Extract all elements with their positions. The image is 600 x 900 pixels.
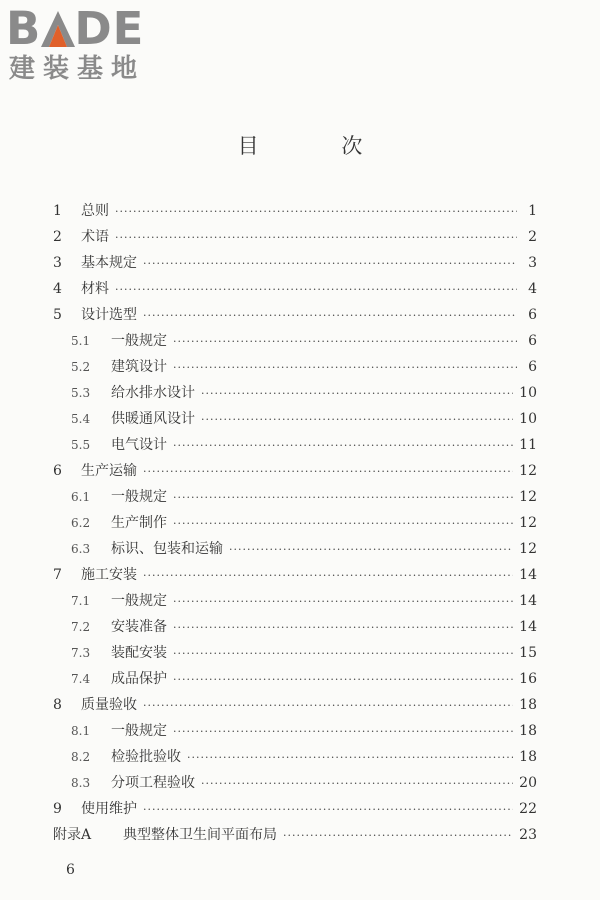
toc-entry[interactable]	[53, 458, 537, 484]
logo-letters-de: DE	[74, 2, 145, 55]
toc-entry-number: 5.1	[71, 334, 91, 348]
toc-entry-page: 6	[528, 333, 537, 349]
toc-entry[interactable]	[53, 380, 537, 406]
toc-dot-leader	[283, 823, 513, 849]
toc-entry-title: 质量验收	[81, 697, 137, 713]
toc-entry-page: 18	[519, 749, 537, 765]
toc-dot-leader	[173, 615, 513, 641]
toc-entry-number: 8.1	[71, 724, 91, 738]
toc-entry[interactable]	[53, 224, 537, 250]
toc-entry-number: 2	[53, 229, 62, 245]
toc-entry-number: 附录A	[53, 827, 92, 843]
toc-entry-title: 一般规定	[111, 333, 167, 349]
toc-entry-page: 4	[528, 281, 537, 297]
toc-dot-leader	[143, 797, 513, 823]
toc-entry-number: 6	[53, 463, 62, 479]
toc-entry-page: 18	[519, 697, 537, 713]
toc-entry[interactable]	[53, 354, 537, 380]
toc-entry-page: 14	[519, 593, 537, 609]
toc-entry-page: 14	[519, 567, 537, 583]
toc-entry-title: 生产运输	[81, 463, 137, 479]
toc-entry-number: 5.2	[71, 360, 91, 374]
toc-entry-page: 15	[519, 645, 537, 661]
toc-entry-page: 6	[528, 307, 537, 323]
toc-dot-leader	[143, 693, 513, 719]
toc-entry[interactable]	[53, 406, 537, 432]
toc-entry[interactable]	[53, 666, 537, 692]
toc-dot-leader	[187, 745, 513, 771]
toc-dot-leader	[173, 719, 513, 745]
logo-letter-b: B	[6, 2, 42, 55]
toc-entry-number: 8.3	[71, 776, 91, 790]
toc-dot-leader	[201, 771, 513, 797]
page-number: 6	[66, 862, 75, 878]
toc-entry-number: 7.4	[71, 672, 91, 686]
toc-entry[interactable]	[53, 718, 537, 744]
table-of-contents	[53, 198, 537, 848]
toc-entry[interactable]	[53, 796, 537, 822]
toc-entry-title: 检验批验收	[111, 749, 181, 765]
toc-entry-title: 典型整体卫生间平面布局	[123, 827, 277, 843]
toc-entry-page: 1	[528, 203, 537, 219]
toc-entry-number: 7	[53, 567, 62, 583]
toc-entry-number: 5.4	[71, 412, 91, 426]
toc-entry-title: 施工安装	[81, 567, 137, 583]
toc-entry[interactable]	[53, 770, 537, 796]
bade-logo	[6, 4, 176, 84]
toc-dot-leader	[115, 277, 517, 303]
toc-entry-title: 给水排水设计	[111, 385, 195, 401]
toc-entry-title: 使用维护	[81, 801, 137, 817]
toc-entry-number: 7.2	[71, 620, 91, 634]
toc-entry[interactable]	[53, 588, 537, 614]
toc-entry-title: 一般规定	[111, 489, 167, 505]
toc-entry-page: 6	[528, 359, 537, 375]
logo-chinese: 建装基地	[9, 54, 146, 84]
toc-dot-leader	[229, 537, 513, 563]
toc-dot-leader	[143, 563, 513, 589]
toc-entry-title: 设计选型	[81, 307, 137, 323]
toc-entry-page: 20	[519, 775, 537, 791]
toc-entry-number: 4	[53, 281, 62, 297]
toc-dot-leader	[173, 433, 513, 459]
toc-entry[interactable]	[53, 432, 537, 458]
toc-entry[interactable]	[53, 250, 537, 276]
toc-entry-title: 安装准备	[111, 619, 167, 635]
toc-dot-leader	[173, 589, 513, 615]
toc-entry[interactable]	[53, 536, 537, 562]
toc-entry-number: 6.1	[71, 490, 91, 504]
toc-entry[interactable]	[53, 198, 537, 224]
toc-entry-number: 5	[53, 307, 62, 323]
toc-entry-number: 7.3	[71, 646, 91, 660]
toc-entry-page: 12	[519, 515, 537, 531]
toc-dot-leader	[173, 485, 513, 511]
toc-entry-number: 8	[53, 697, 62, 713]
toc-entry[interactable]	[53, 744, 537, 770]
toc-dot-leader	[173, 329, 517, 355]
toc-entry-page: 12	[519, 463, 537, 479]
toc-entry-title: 电气设计	[111, 437, 167, 453]
toc-entry[interactable]	[53, 276, 537, 302]
toc-entry-page: 11	[519, 437, 537, 453]
toc-entry[interactable]	[53, 692, 537, 718]
toc-entry-title: 总则	[81, 203, 109, 219]
logo-wordmark	[6, 4, 176, 54]
toc-dot-leader	[143, 459, 513, 485]
toc-entry-number: 7.1	[71, 594, 91, 608]
toc-entry-page: 14	[519, 619, 537, 635]
toc-entry-title: 生产制作	[111, 515, 167, 531]
toc-dot-leader	[115, 199, 517, 225]
page-title: 目 次	[237, 134, 401, 158]
toc-entry-number: 6.3	[71, 542, 91, 556]
toc-entry-title: 分项工程验收	[111, 775, 195, 791]
toc-entry[interactable]	[53, 328, 537, 354]
toc-dot-leader	[143, 303, 517, 329]
toc-entry-page: 18	[519, 723, 537, 739]
toc-entry-title: 术语	[81, 229, 109, 245]
toc-entry[interactable]	[53, 484, 537, 510]
toc-entry-number: 1	[53, 203, 62, 219]
toc-dot-leader	[173, 667, 513, 693]
toc-entry[interactable]	[53, 302, 537, 328]
toc-entry-title: 一般规定	[111, 593, 167, 609]
toc-dot-leader	[115, 225, 517, 251]
toc-entry-number: 6.2	[71, 516, 91, 530]
toc-dot-leader	[143, 251, 517, 277]
toc-entry[interactable]	[53, 510, 537, 536]
toc-entry-number: 9	[53, 801, 62, 817]
toc-entry-number: 5.3	[71, 386, 91, 400]
toc-entry-page: 2	[528, 229, 537, 245]
toc-dot-leader	[173, 355, 517, 381]
toc-entry-title: 标识、包装和运输	[111, 541, 223, 557]
toc-entry-title: 建筑设计	[111, 359, 167, 375]
toc-entry[interactable]	[53, 822, 537, 848]
toc-entry[interactable]	[53, 562, 537, 588]
toc-dot-leader	[173, 641, 513, 667]
toc-entry-page: 16	[519, 671, 537, 687]
toc-entry-title: 材料	[81, 281, 109, 297]
toc-entry-title: 成品保护	[111, 671, 167, 687]
toc-entry-page: 10	[519, 411, 537, 427]
toc-entry-page: 12	[519, 489, 537, 505]
toc-entry[interactable]	[53, 640, 537, 666]
toc-entry-title: 供暖通风设计	[111, 411, 195, 427]
toc-entry-number: 5.5	[71, 438, 91, 452]
toc-dot-leader	[201, 381, 513, 407]
toc-entry-page: 12	[519, 541, 537, 557]
toc-dot-leader	[173, 511, 513, 537]
logo-a-triangle-icon	[41, 9, 74, 49]
toc-entry-title: 一般规定	[111, 723, 167, 739]
toc-entry-page: 23	[519, 827, 537, 843]
toc-entry-number: 3	[53, 255, 62, 271]
toc-dot-leader	[201, 407, 513, 433]
toc-entry-title: 基本规定	[81, 255, 137, 271]
toc-entry-page: 10	[519, 385, 537, 401]
toc-entry-page: 22	[519, 801, 537, 817]
toc-entry[interactable]	[53, 614, 537, 640]
toc-entry-title: 装配安装	[111, 645, 167, 661]
toc-entry-number: 8.2	[71, 750, 91, 764]
toc-entry-page: 3	[528, 255, 537, 271]
